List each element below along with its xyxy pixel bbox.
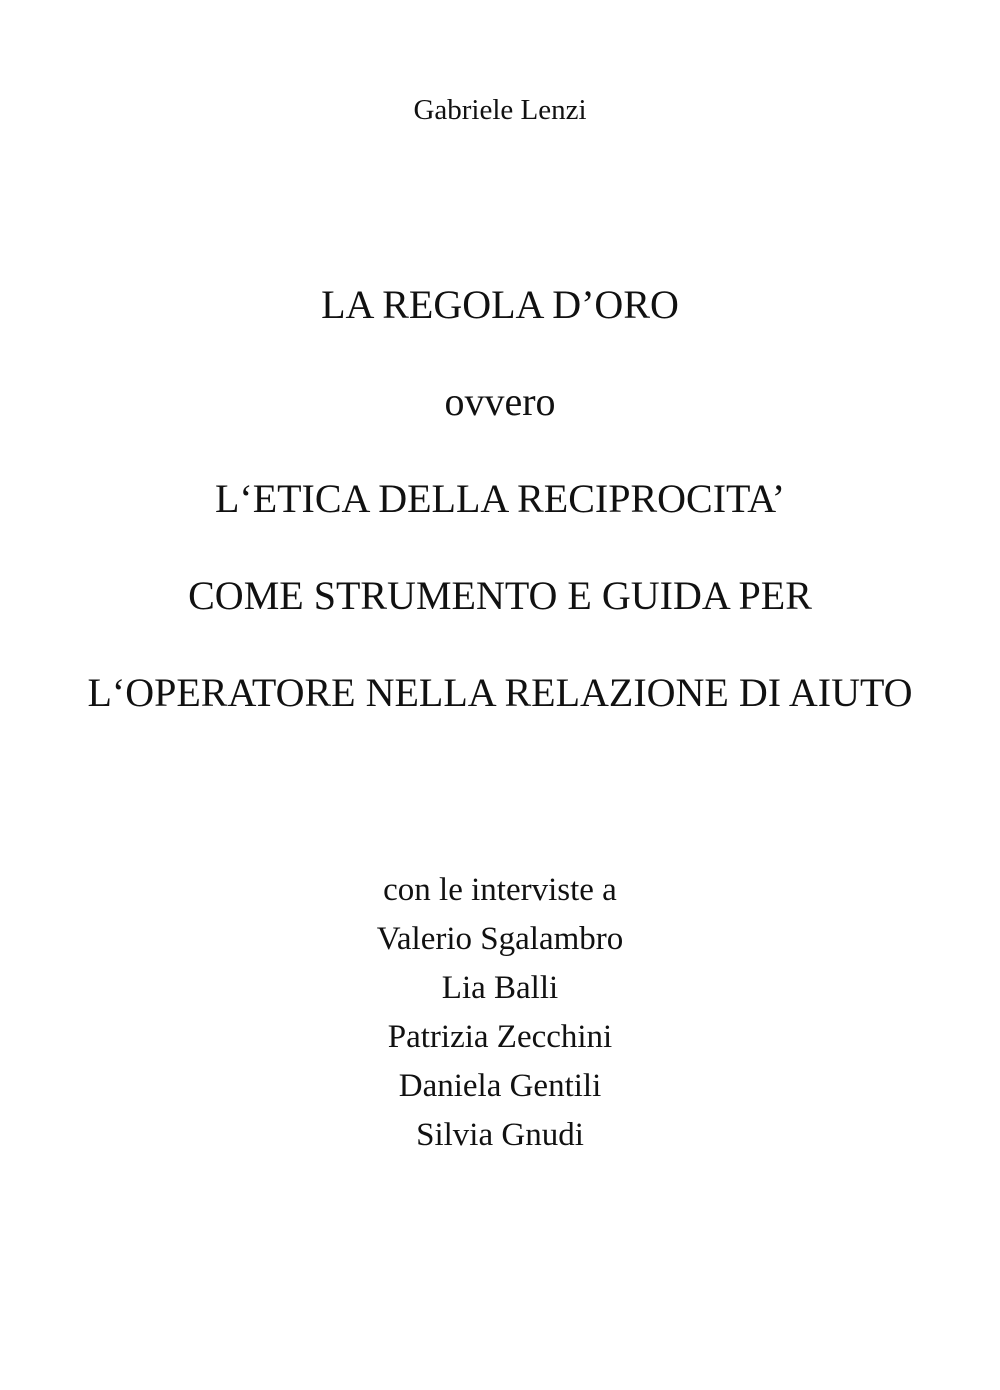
title-line-5: L‘OPERATORE NELLA RELAZIONE DI AIUTO [87,670,913,715]
title-line-4: COME STRUMENTO E GUIDA PER [188,573,812,618]
author-name: Gabriele Lenzi [413,94,587,126]
interviewee-name: Silvia Gnudi [416,1117,584,1153]
title-line-3: L‘ETICA DELLA RECIPROCITA’ [214,476,786,521]
interviewee-name: Patrizia Zecchini [387,1019,613,1055]
interviewee-name: Valerio Sgalambro [376,921,624,957]
interviewee-name: Daniela Gentili [398,1068,602,1104]
title-line-2: ovvero [444,379,556,424]
title-line-1: LA REGOLA D’ORO [321,282,679,327]
interviewee-name: Lia Balli [441,970,559,1006]
interviews-block [0,866,1000,1160]
interviews-intro: con le interviste a [383,872,617,908]
